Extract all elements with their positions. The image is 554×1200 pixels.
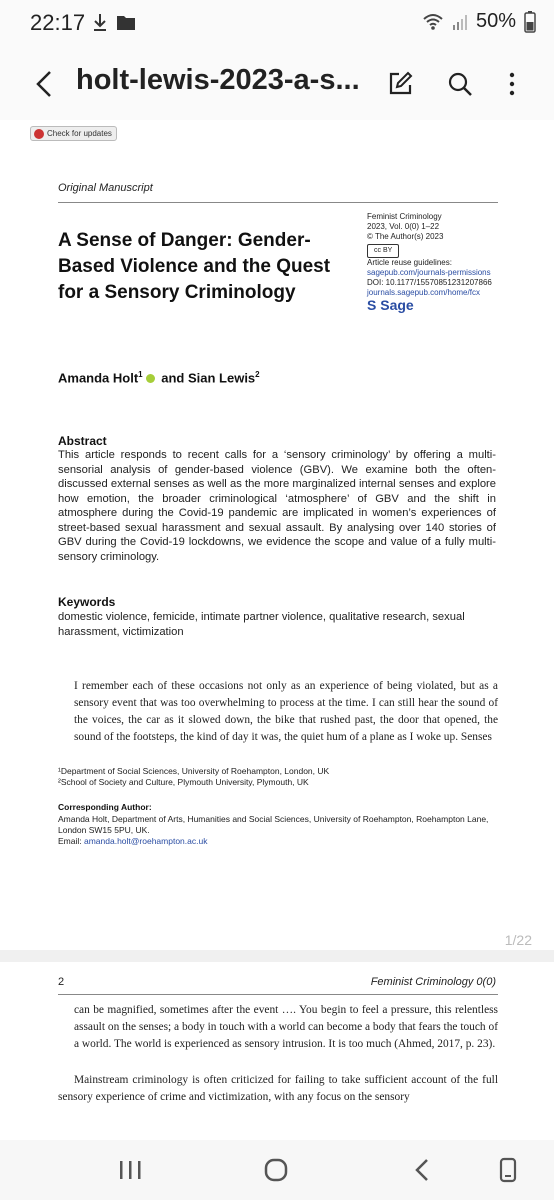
quote-continued: can be magnified, sometimes after the event …. You begin to feel a pressure, this relentless assault on the senses; a body in touch with a world can become a body that fears the touch of a world. The world is experienced as sensory intrusion. It is too much (Ahmed, 2017, p. 23).: [74, 1004, 498, 1050]
affiliation-2: ²School of Society and Culture, Plymouth University, Plymouth, UK: [58, 777, 309, 787]
sage-s-icon: S: [367, 297, 381, 313]
running-head: Feminist Criminology 0(0): [370, 976, 496, 988]
system-nav-bar: [0, 1140, 554, 1200]
home-icon: [263, 1157, 289, 1183]
more-options-button[interactable]: [492, 64, 532, 104]
journal-name: Feminist Criminology: [367, 212, 442, 221]
search-icon: [447, 71, 473, 97]
corresponding-address: Amanda Holt, Department of Arts, Humanities and Social Sciences, University of Roehampton, Roehampton Lane, London SW15 5PU, UK.: [58, 814, 489, 835]
screenshot-button[interactable]: [478, 1150, 538, 1190]
email-link[interactable]: amanda.holt@roehampton.ac.uk: [84, 836, 208, 846]
body-paragraph: Mainstream criminology is often criticized for failing to take sufficient account of the full sensory experience of crime and victimization, with any focus on the sensory: [58, 1074, 498, 1103]
reuse-link[interactable]: sagepub.com/journals-permissions: [367, 268, 491, 277]
abstract-heading: Abstract: [58, 434, 107, 448]
journal-copyright: © The Author(s) 2023: [367, 232, 444, 241]
author-1-affil: 1: [138, 370, 143, 379]
status-right: [422, 10, 536, 33]
cc-license-icon: cc BY: [367, 244, 399, 258]
document-title: holt-lewis-2023-a-s...: [76, 64, 360, 96]
search-button[interactable]: [440, 64, 480, 104]
status-bar: [0, 0, 554, 48]
status-time: 22:17: [30, 10, 86, 35]
app-toolbar: [0, 48, 554, 120]
corresponding-author: [58, 814, 498, 847]
authors: [58, 370, 260, 385]
battery-percent: 50%: [475, 10, 516, 32]
download-icon: [92, 12, 108, 32]
edit-icon: [387, 71, 413, 97]
phone-icon: [499, 1157, 517, 1183]
sage-logo: S Sage: [367, 297, 414, 313]
back-button[interactable]: [24, 64, 64, 104]
wifi-icon: [422, 13, 444, 31]
chevron-left-icon: [34, 69, 54, 99]
orcid-icon[interactable]: [146, 374, 155, 383]
author-2: and Sian Lewis: [161, 370, 256, 386]
header-divider: [58, 994, 498, 995]
header-divider: [58, 202, 498, 203]
author-1: Amanda Holt: [58, 370, 139, 386]
crossmark-icon: [34, 129, 44, 139]
back-arrow-icon: [414, 1157, 430, 1183]
corresponding-author-heading: Corresponding Author:: [58, 802, 152, 812]
recent-apps-icon: [117, 1159, 143, 1181]
manuscript-type: Original Manuscript: [58, 182, 153, 194]
journal-link[interactable]: journals.sagepub.com/home/fcx: [367, 288, 480, 297]
journal-info: [367, 212, 507, 313]
status-notification-icons: [92, 12, 136, 32]
opening-quote: I remember each of these occasions not only as an experience of being violated, but as a sensory event that was too overwhelming to process at the time. I can still hear the sound of the voices, the car as it slowed down, the bike that rushed past, the door that opened, the sound of the footsteps, the kind of day it was, the quiet hum of a plane as I woke up. Senses: [74, 680, 498, 743]
keywords-heading: Keywords: [58, 595, 116, 609]
abstract-text: This article responds to recent calls for a ‘sensory criminology’ by offering a multi-sensorial analysis of gender-based violence (GBV). We examine both the often-discussed external senses as well as the more marginalized internal senses and explore how emotion, the broader criminological ‘atmosphere’ of GBV and the shift in atmosphere during the Covid-19 pandemic are implicated in women’s experiences of street-based sexual harassment and sexual assault. By analysing over 140 stories of GBV during the Covid-19 lockdowns, we evidence the scope and value of a fully multi-sensory criminology.: [58, 449, 496, 563]
author-2-affil: 2: [255, 370, 260, 379]
signal-icon: [452, 13, 468, 31]
affiliation-1: ¹Department of Social Sciences, University of Roehampton, London, UK: [58, 766, 330, 776]
page-number: 2: [58, 976, 65, 988]
folder-icon: [116, 13, 136, 31]
more-vertical-icon: [508, 71, 516, 97]
battery-icon: [524, 11, 536, 33]
check-for-updates-badge[interactable]: Check for updates: [30, 126, 117, 141]
pdf-page-2: [0, 962, 554, 1140]
email-label: Email:: [58, 836, 82, 846]
journal-volume: 2023, Vol. 0(0) 1–22: [367, 222, 440, 231]
home-button[interactable]: [246, 1150, 306, 1190]
page-counter: 1/22: [504, 932, 532, 948]
keywords-text: domestic violence, femicide, intimate partner violence, qualitative research, sexual harassment, victimization: [58, 611, 465, 638]
doi: DOI: 10.1177/15570851231207866: [367, 278, 492, 287]
pdf-page-1: [0, 120, 554, 950]
affiliations: [58, 766, 329, 788]
reuse-label: Article reuse guidelines:: [367, 258, 452, 267]
back-nav-button[interactable]: [392, 1150, 452, 1190]
recent-apps-button[interactable]: [100, 1150, 160, 1190]
edit-button[interactable]: [380, 64, 420, 104]
paper-title: A Sense of Danger: Gender-Based Violence and the Quest for a Sensory Criminology: [58, 230, 331, 303]
